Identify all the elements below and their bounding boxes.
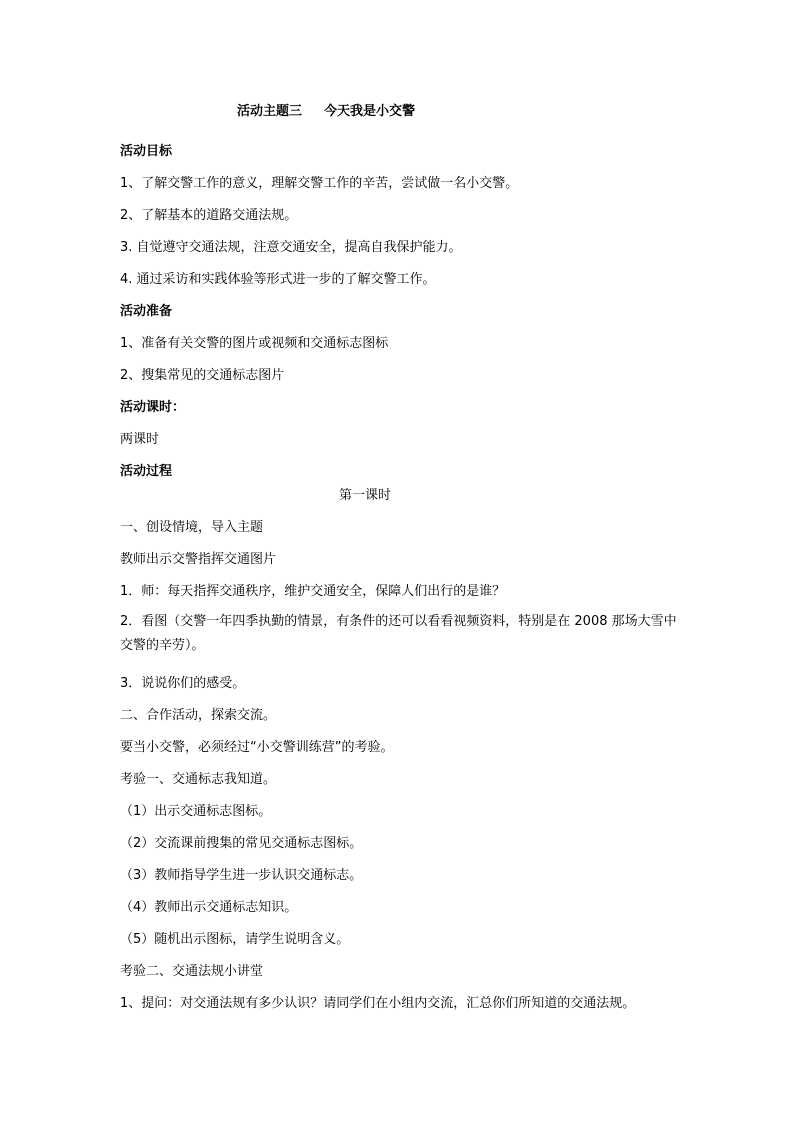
process-line: 3．说说你们的感受。 <box>120 676 246 691</box>
process-line: 一、创设情境，导入主题 <box>120 520 264 535</box>
lesson-title: 第一课时 <box>338 488 391 503</box>
process-line: （3）教师指导学生进一步认识交通标志。 <box>120 868 363 883</box>
process-line: 考验二、交通法规小讲堂 <box>120 964 264 979</box>
prep-heading: 活动准备 <box>120 304 173 319</box>
prep-item: 1、准备有关交警的图片或视频和交通标志图标 <box>120 336 389 351</box>
process-line: 2．看图（交警一年四季执勤的情景，有条件的还可以看看视频资料，特别是在 2008 那场大雪中交警的辛劳）。 <box>120 614 677 653</box>
process-line: （1）出示交通标志图标。 <box>120 804 272 819</box>
time-heading: 活动课时： <box>120 400 186 415</box>
process-line: 教师出示交警指挥交通图片 <box>120 552 277 567</box>
goal-item: 1、了解交警工作的意义，理解交警工作的辛苦，尝试做一名小交警。 <box>120 176 519 191</box>
process-line: 1、提问：对交通法规有多少认识？请同学们在小组内交流，汇总你们所知道的交通法规。 <box>120 996 636 1011</box>
process-line: （5）随机出示图标，请学生说明含义。 <box>120 932 350 947</box>
goal-heading: 活动目标 <box>120 144 173 159</box>
process-line: （4）教师出示交通标志知识。 <box>120 900 298 915</box>
process-heading: 活动过程 <box>120 464 173 479</box>
process-line: 1．师：每天指挥交通秩序，维护交通安全，保障人们出行的是谁？ <box>120 584 506 599</box>
goal-item: 2、了解基本的道路交通法规。 <box>120 208 298 223</box>
time-value: 两课时 <box>120 432 160 447</box>
title-part-2: 今天我是小交警 <box>324 104 416 119</box>
goal-item: 4. 通过采访和实践体验等形式进一步的了解交警工作。 <box>120 272 436 287</box>
process-line: 考验一、交通标志我知道。 <box>120 772 277 787</box>
process-line: （2）交流课前搜集的常见交通标志图标。 <box>120 836 363 851</box>
document-title <box>237 104 415 120</box>
prep-item: 2、搜集常见的交通标志图片 <box>120 368 285 383</box>
goal-item: 3. 自觉遵守交通法规，注意交通安全，提高自我保护能力。 <box>120 240 462 255</box>
title-part-1: 活动主题三 <box>237 104 303 119</box>
process-line: 要当小交警，必须经过“小交警训练营”的考验。 <box>120 740 394 755</box>
process-line: 二、合作活动，探索交流。 <box>120 708 277 723</box>
